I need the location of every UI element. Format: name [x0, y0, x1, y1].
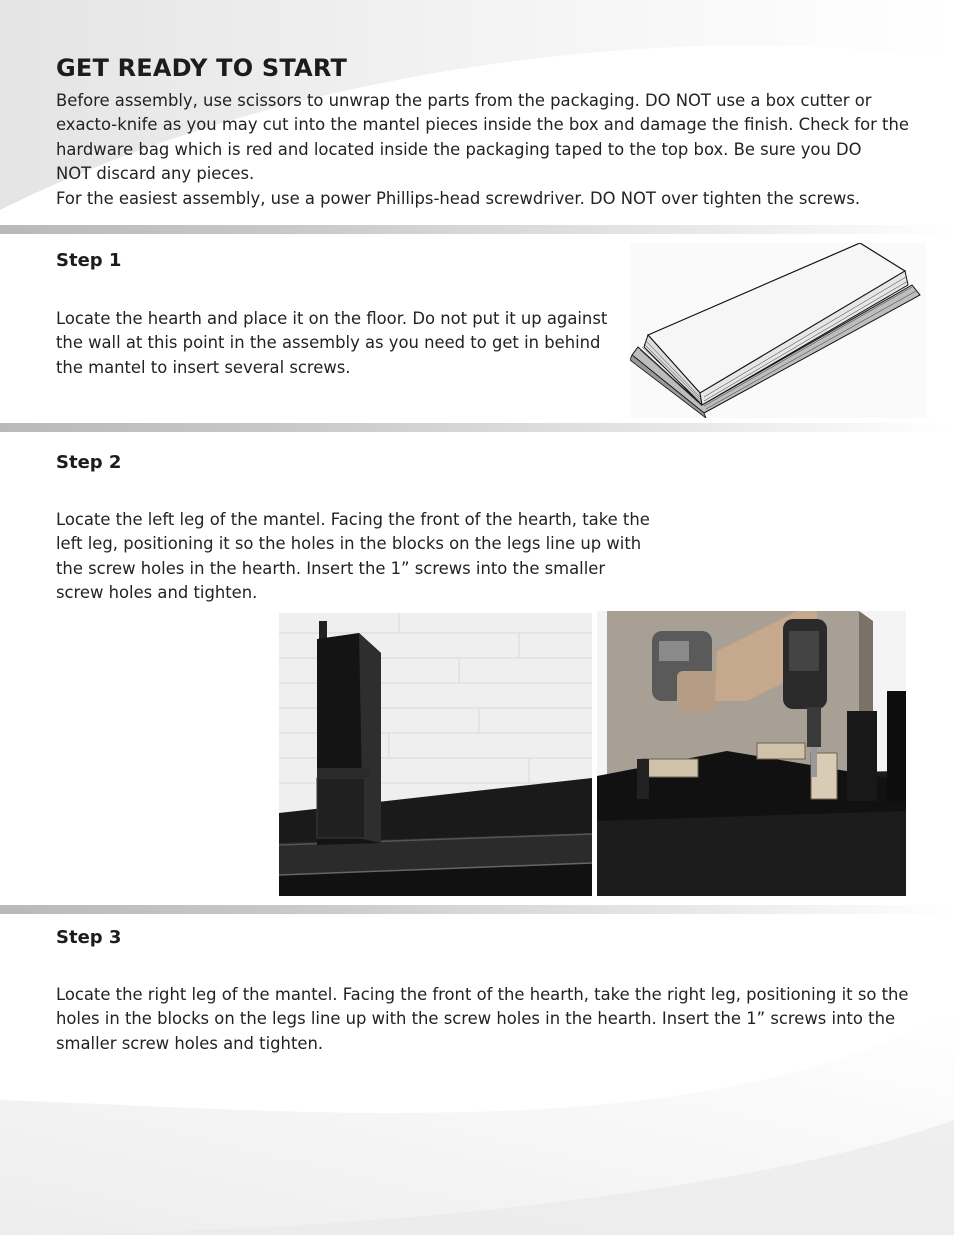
page-title: GET READY TO START	[56, 54, 348, 82]
step-line: holes in the blocks on the legs line up with the screw holes in the hearth. Insert the 1” screws into the	[56, 1009, 896, 1029]
step-line: the screw holes in the hearth. Insert the 1” screws into the smaller	[56, 558, 606, 578]
intro-line: exacto-knife as you may cut into the mantel pieces inside the box and damage the finish. Check for the	[56, 115, 909, 135]
intro-paragraph	[56, 89, 916, 211]
step-line: the wall at this point in the assembly as you need to get in behind	[56, 333, 601, 353]
step-line: Locate the right leg of the mantel. Facing the front of the hearth, take the right leg, positioning it so the	[56, 985, 909, 1004]
left-leg-photo	[279, 613, 592, 896]
step-line: Locate the hearth and place it on the floor. Do not put it up against	[56, 309, 608, 328]
section-divider	[0, 905, 954, 914]
hearth-illustration	[630, 243, 926, 418]
step-3-text	[56, 983, 926, 1056]
step-2-heading: Step 2	[56, 452, 122, 473]
drilling-screws-photo	[597, 611, 906, 896]
intro-line: For the easiest assembly, use a power Phillips-head screwdriver. DO NOT over tighten the screws.	[56, 188, 861, 208]
section-divider	[0, 423, 954, 432]
step-line: smaller screw holes and tighten.	[56, 1033, 324, 1053]
section-divider	[0, 225, 954, 234]
intro-line: hardware bag which is red and located inside the packaging taped to the top box. Be sure you DO	[56, 139, 862, 159]
step-2-text	[56, 508, 656, 606]
intro-line: Before assembly, use scissors to unwrap the parts from the packaging. DO NOT use a box cutter or	[56, 91, 872, 110]
step-line: screw holes and tighten.	[56, 583, 258, 603]
step-line: the mantel to insert several screws.	[56, 357, 351, 377]
step-1-heading: Step 1	[56, 250, 122, 271]
step-1-text	[56, 307, 626, 380]
step-line: Locate the left leg of the mantel. Facing the front of the hearth, take the	[56, 510, 650, 529]
intro-line: NOT discard any pieces.	[56, 164, 255, 184]
step-line: left leg, positioning it so the holes in the blocks on the legs line up with	[56, 534, 642, 554]
step-3-heading: Step 3	[56, 927, 122, 948]
